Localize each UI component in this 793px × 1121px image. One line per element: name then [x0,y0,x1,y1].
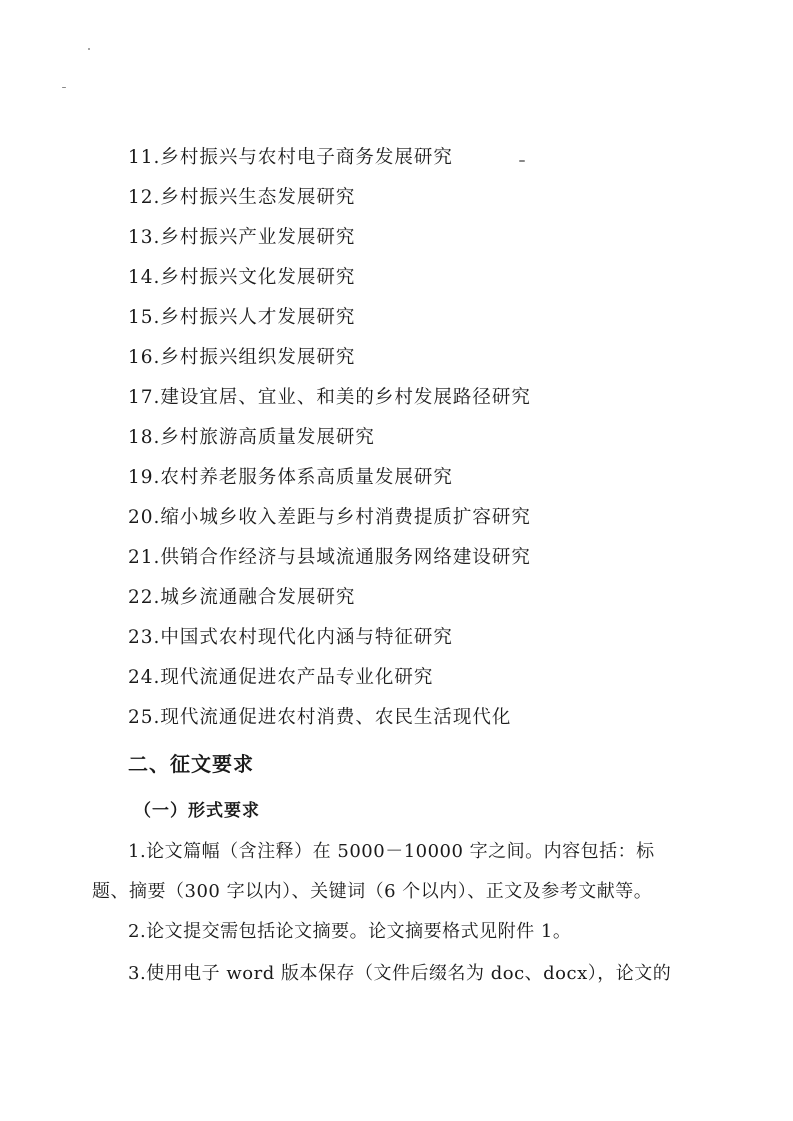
topic-item: 19.农村养老服务体系高质量发展研究 [128,467,453,488]
topic-item: 12.乡村振兴生态发展研究 [128,187,356,208]
topic-item: 15.乡村振兴人才发展研究 [128,307,356,328]
subsection-heading: （一）形式要求 [134,801,260,821]
topic-item: 16.乡村振兴组织发展研究 [128,347,356,368]
topic-item: 25.现代流通促进农村消费、农民生活现代化 [128,707,512,728]
paragraph-1-line-1: 1.论文篇幅（含注释）在 5000－10000 字之间。内容包括：标 [128,841,655,862]
topic-list [128,144,531,744]
paragraph-3: 3.使用电子 word 版本保存（文件后缀名为 doc、docx），论文的 [128,963,672,984]
paragraph-1-line-2: 题、摘要（300 字以内）、关键词（6 个以内）、正文及参考文献等。 [92,881,653,902]
topic-item: 18.乡村旅游高质量发展研究 [128,427,375,448]
scan-speck [88,48,90,50]
topic-item: 13.乡村振兴产业发展研究 [128,227,356,248]
section-heading: 二、征文要求 [128,752,254,776]
topic-item: 14.乡村振兴文化发展研究 [128,267,356,288]
topic-item: 21.供销合作经济与县域流通服务网络建设研究 [128,547,531,568]
scan-speck [62,87,66,88]
paragraph-2: 2.论文提交需包括论文摘要。论文摘要格式见附件 1。 [128,921,572,942]
topic-item: 17.建设宜居、宜业、和美的乡村发展路径研究 [128,387,531,408]
topic-item: 23.中国式农村现代化内涵与特征研究 [128,627,453,648]
topic-item: 20.缩小城乡收入差距与乡村消费提质扩容研究 [128,507,531,528]
topic-item: 11.乡村振兴与农村电子商务发展研究 [128,147,453,168]
topic-item: 24.现代流通促进农产品专业化研究 [128,667,434,688]
topic-item: 22.城乡流通融合发展研究 [128,587,356,608]
